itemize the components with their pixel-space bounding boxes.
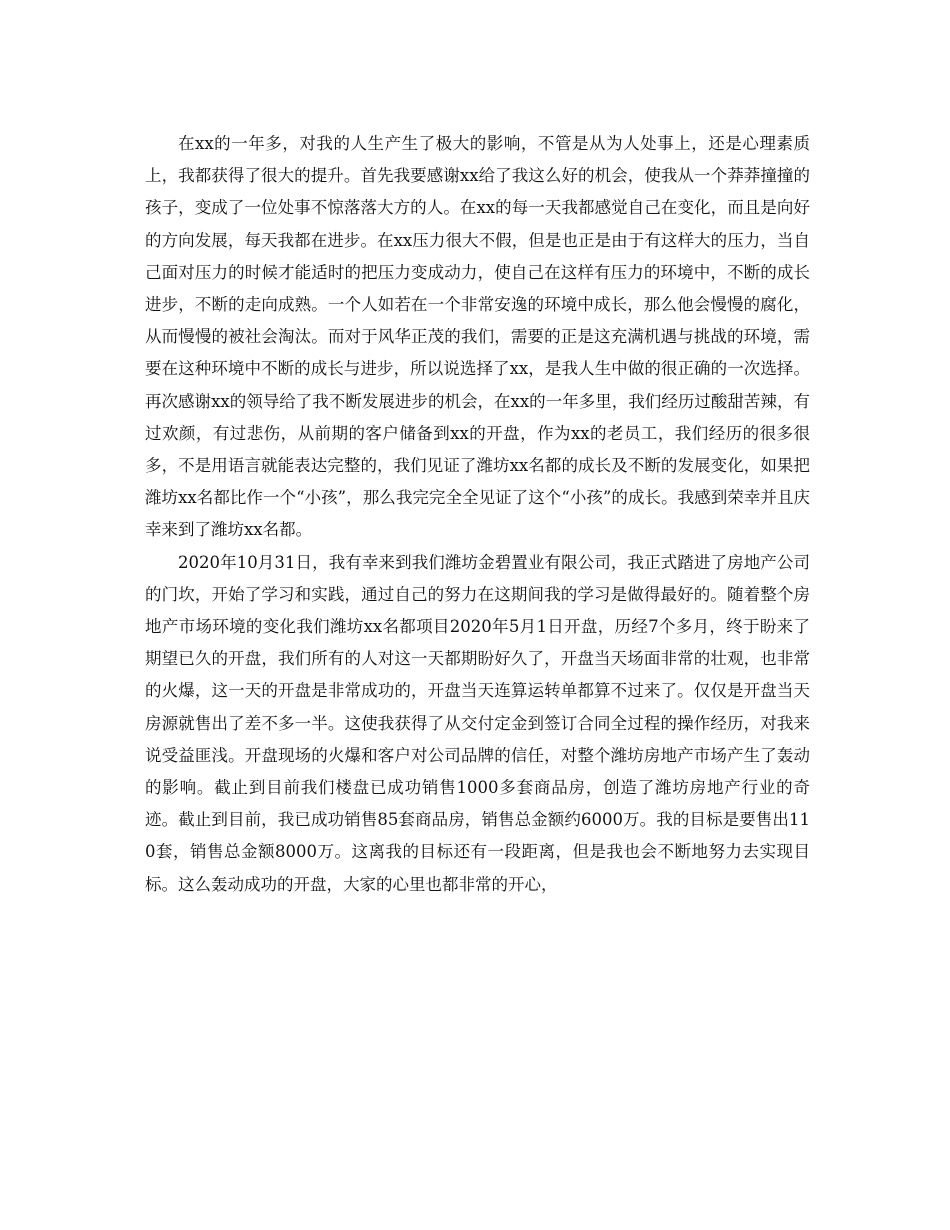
document-page xyxy=(145,128,810,901)
paragraph-1: 在xx的一年多，对我的人生产生了极大的影响，不管是从为人处事上，还是心理素质上，我都获得了很大的提升。首先我要感谢xx给了我这么好的机会，使我从一个莽莽撞撞的孩子，变成了一位处事不惊落落大方的人。在xx的每一天我都感觉自己在变化，而且是向好的方向发展，每天我都在进步。在xx压力很大不假，但是也正是由于有这样大的压力，当自己面对压力的时候才能适时的把压力变成动力，使自己在这样有压力的环境中，不断的成长进步，不断的走向成熟。一个人如若在一个非常安逸的环境中成长，那么他会慢慢的腐化，从而慢慢的被社会淘汰。而对于风华正茂的我们，需要的正是这充满机遇与挑战的环境，需要在这种环境中不断的成长与进步，所以说选择了xx，是我人生中做的很正确的一次选择。再次感谢xx的领导给了我不断发展进步的机会，在xx的一年多里，我们经历过酸甜苦辣，有过欢颜，有过悲伤，从前期的客户储备到xx的开盘，作为xx的老员工，我们经历的很多很多，不是用语言就能表达完整的，我们见证了潍坊xx名都的成长及不断的发展变化，如果把潍坊xx名都比作一个“小孩”，那么我完完全全见证了这个“小孩”的成长。我感到荣幸并且庆幸来到了潍坊xx名都。 xyxy=(145,134,810,540)
paragraph-2: 2020年10月31日，我有幸来到我们潍坊金碧置业有限公司，我正式踏进了房地产公司的门坎，开始了学习和实践，通过自己的努力在这期间我的学习是做得最好的。随着整个房地产市场环境的变化我们潍坊xx名都项目2020年5月1日开盘，历经7个多月，终于盼来了期望已久的开盘，我们所有的人对这一天都期盼好久了，开盘当天场面非常的壮观，也非常的火爆，这一天的开盘是非常成功的，开盘当天连算运转单都算不过来了。仅仅是开盘当天房源就售出了差不多一半。这使我获得了从交付定金到签订合同全过程的操作经历，对我来说受益匪浅。开盘现场的火爆和客户对公司品牌的信任，对整个潍坊房地产市场产生了轰动的影响。截止到目前我们楼盘已成功销售1000多套商品房，创造了潍坊房地产行业的奇迹。截止到目前，我已成功销售85套商品房，销售总金额约6000万。我的目标是要售出110套，销售总金额8000万。这离我的目标还有一段距离，但是我也会不断地努力去实现目标。这么轰动成功的开盘，大家的心里也都非常的开心， xyxy=(145,552,810,894)
